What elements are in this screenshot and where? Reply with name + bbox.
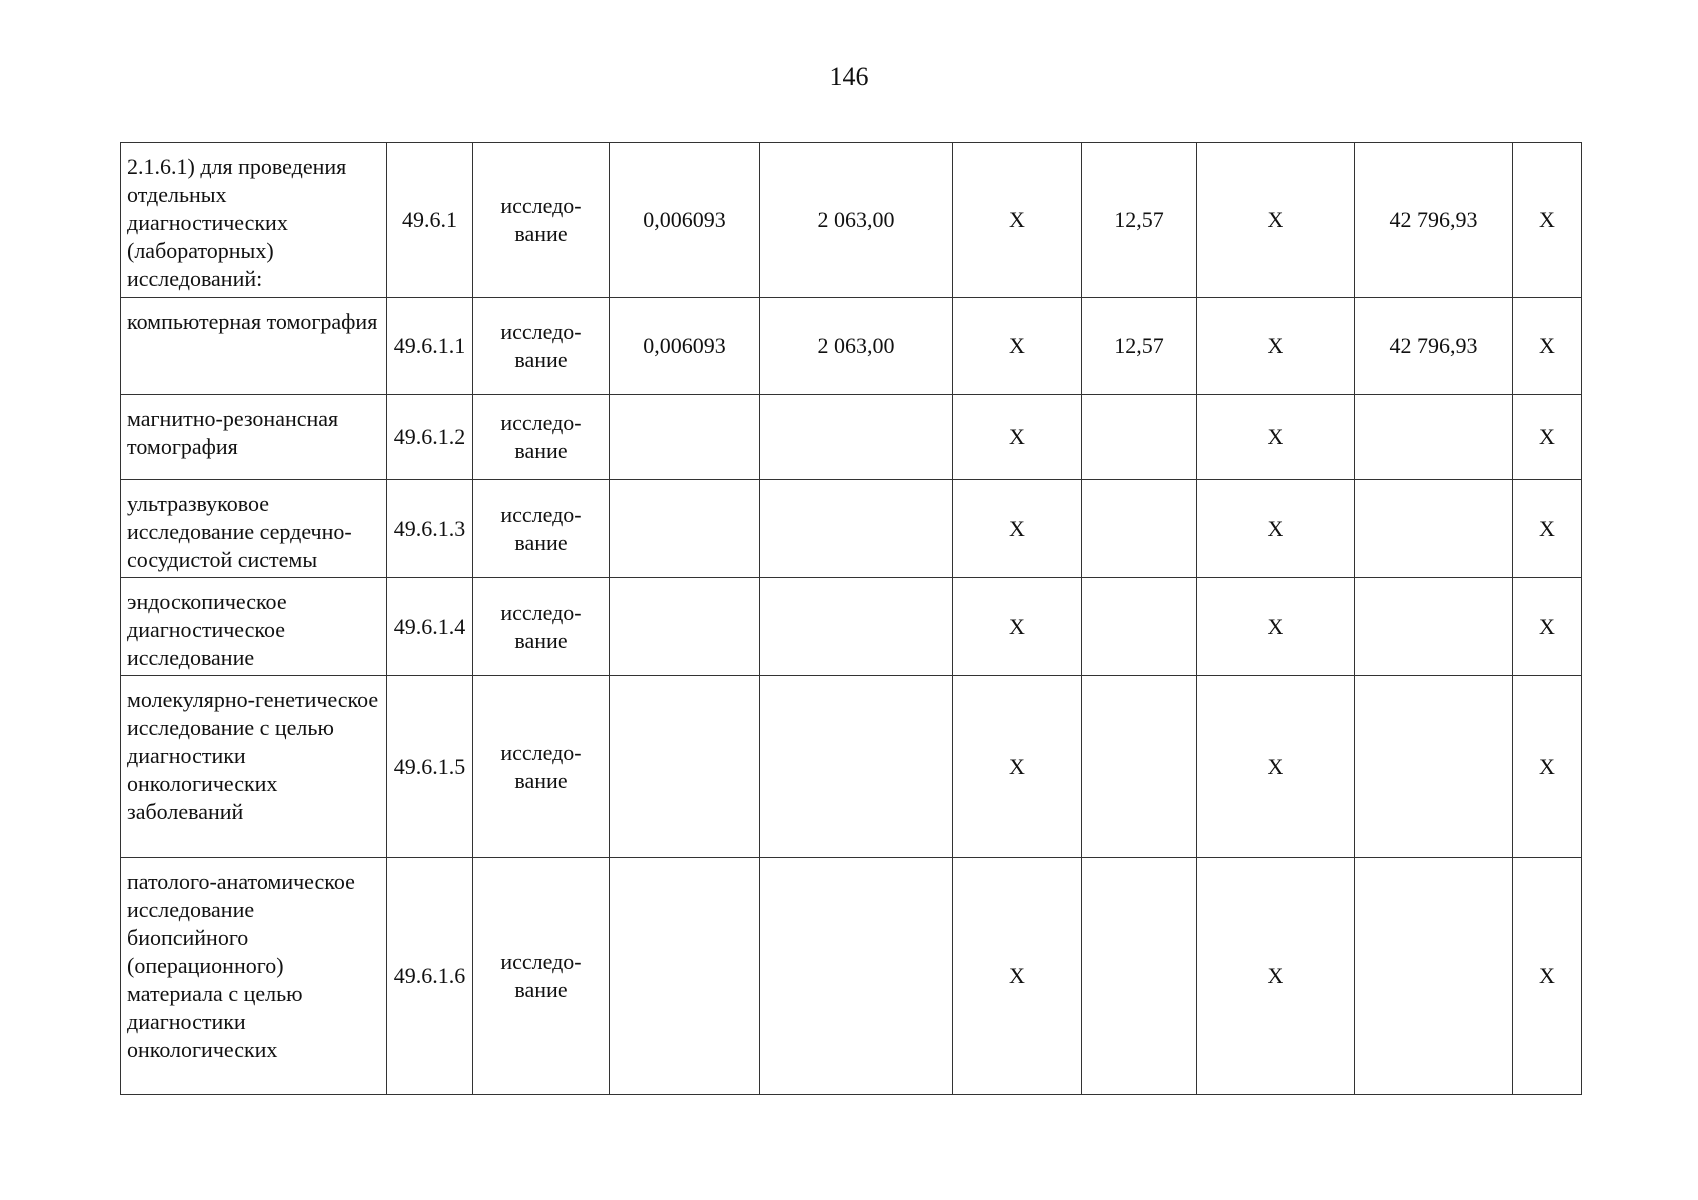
row-col9-cell (1355, 480, 1513, 578)
unit-line-1: исследо- (500, 319, 582, 344)
row-col8-cell: Х (1197, 858, 1355, 1095)
unit-line-2: вание (514, 221, 568, 246)
row-col6-cell: Х (953, 395, 1082, 480)
unit-line-1: исследо- (500, 739, 582, 765)
row-col10-cell: Х (1513, 395, 1582, 480)
unit-line-2: вание (514, 347, 568, 372)
row-code-cell: 49.6.1.1 (387, 298, 473, 395)
table-row (121, 480, 1582, 578)
row-col6-cell: Х (953, 143, 1082, 298)
unit-line-2: вание (514, 977, 568, 1002)
row-col5-cell (760, 578, 953, 676)
unit-line-2: вание (514, 627, 568, 653)
row-code-cell: 49.6.1 (387, 143, 473, 298)
row-unit-cell (473, 858, 610, 1095)
table-row (121, 676, 1582, 858)
tariff-table (120, 142, 1582, 1095)
row-unit-cell (473, 578, 610, 676)
row-col6-cell: Х (953, 578, 1082, 676)
unit-line-1: исследо- (500, 193, 582, 218)
row-col4-cell (610, 480, 760, 578)
row-col9-cell (1355, 395, 1513, 480)
row-col9-cell (1355, 858, 1513, 1095)
row-col4-cell (610, 395, 760, 480)
row-col10-cell: Х (1513, 298, 1582, 395)
unit-line-2: вание (514, 438, 568, 463)
row-col5-cell (760, 858, 953, 1095)
row-col10-cell: Х (1513, 858, 1582, 1095)
row-col7-cell (1082, 578, 1197, 676)
row-code-cell: 49.6.1.4 (387, 578, 473, 676)
row-col4-cell: 0,006093 (610, 143, 760, 298)
row-name-cell: эндоскопическое диагностическое исследование (121, 578, 387, 676)
row-code-cell: 49.6.1.5 (387, 676, 473, 858)
row-code-cell: 49.6.1.2 (387, 395, 473, 480)
row-col6-cell: Х (953, 480, 1082, 578)
row-col5-cell (760, 480, 953, 578)
row-col6-cell: Х (953, 858, 1082, 1095)
unit-line-1: исследо- (500, 599, 582, 625)
unit-line-2: вание (514, 529, 568, 555)
row-col7-cell (1082, 676, 1197, 858)
row-unit-cell (473, 480, 610, 578)
unit-line-1: исследо- (500, 501, 582, 527)
row-unit-cell (473, 676, 610, 858)
row-col10-cell: Х (1513, 578, 1582, 676)
row-col10-cell: Х (1513, 143, 1582, 298)
table-row (121, 143, 1582, 298)
row-col5-cell: 2 063,00 (760, 298, 953, 395)
row-col8-cell: Х (1197, 676, 1355, 858)
row-name-cell: ультразвуковое исследование сердечно-сосудистой системы (121, 480, 387, 578)
table-row (121, 395, 1582, 480)
unit-line-1: исследо- (500, 410, 582, 435)
row-col4-cell (610, 858, 760, 1095)
row-col9-cell: 42 796,93 (1355, 298, 1513, 395)
row-name-cell: молекулярно-генетическое исследование с целью диагностики онкологических заболеваний (121, 676, 387, 858)
row-col8-cell: Х (1197, 395, 1355, 480)
row-col6-cell: Х (953, 298, 1082, 395)
row-col8-cell: Х (1197, 480, 1355, 578)
row-col9-cell (1355, 578, 1513, 676)
row-col9-cell (1355, 676, 1513, 858)
row-col4-cell: 0,006093 (610, 298, 760, 395)
unit-line-1: исследо- (500, 949, 582, 974)
table-row (121, 298, 1582, 395)
row-name-cell: магнитно-резонансная томография (121, 395, 387, 480)
row-col10-cell: Х (1513, 676, 1582, 858)
row-unit-cell (473, 395, 610, 480)
row-col8-cell: Х (1197, 298, 1355, 395)
row-col4-cell (610, 676, 760, 858)
row-code-cell: 49.6.1.3 (387, 480, 473, 578)
row-col8-cell: Х (1197, 143, 1355, 298)
table-row (121, 858, 1582, 1095)
row-col7-cell (1082, 858, 1197, 1095)
row-col8-cell: Х (1197, 578, 1355, 676)
row-col6-cell: Х (953, 676, 1082, 858)
table-row (121, 578, 1582, 676)
page-number: 146 (829, 62, 869, 91)
row-col5-cell (760, 395, 953, 480)
row-unit-cell (473, 298, 610, 395)
row-col9-cell: 42 796,93 (1355, 143, 1513, 298)
row-col10-cell: Х (1513, 480, 1582, 578)
row-col7-cell (1082, 395, 1197, 480)
row-col7-cell: 12,57 (1082, 298, 1197, 395)
row-col7-cell (1082, 480, 1197, 578)
row-col7-cell: 12,57 (1082, 143, 1197, 298)
row-col5-cell: 2 063,00 (760, 143, 953, 298)
row-name-cell: патолого-анатомическое исследование биопсийного (операционного) материала с целью диагностики онкологических (121, 858, 387, 1095)
row-col4-cell (610, 578, 760, 676)
row-name-cell: компьютерная томография (121, 298, 387, 395)
row-name-cell: 2.1.6.1) для проведения отдельных диагностических (лабораторных) исследований: (121, 143, 387, 298)
row-code-cell: 49.6.1.6 (387, 858, 473, 1095)
row-unit-cell (473, 143, 610, 298)
unit-line-2: вание (514, 767, 568, 793)
row-col5-cell (760, 676, 953, 858)
